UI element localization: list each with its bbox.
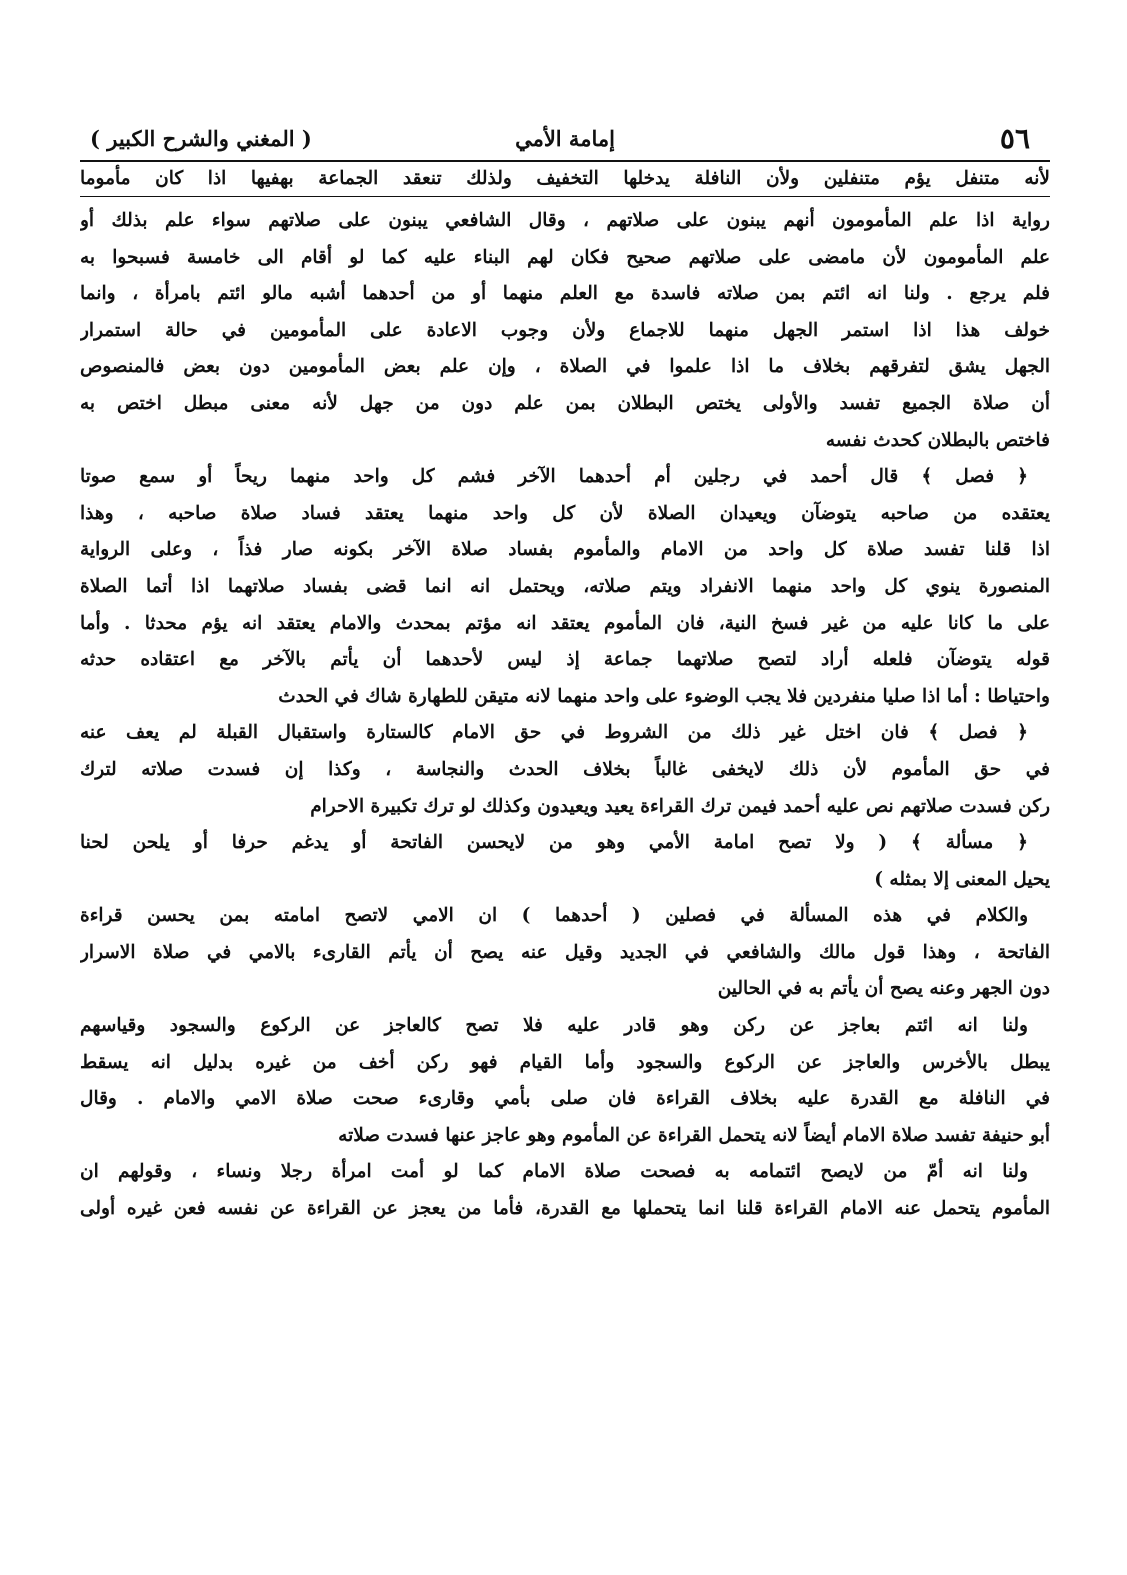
text-line: يعتقده من صاحبه يتوضآن ويعيدان الصلاة لأن كل واحد منهما يعتقد فساد صلاة صاحبه ، وهذا: [80, 502, 1050, 524]
text-line: ولنا انه أمّ من لايصح ائتمامه به فصحت صلاة الامام كما لو أمت امرأة رجلا ونساء ، وقولهم ان: [80, 1161, 1028, 1183]
text-line: فلم يرجع . ولنا انه ائتم بمن صلاته فاسدة مع العلم منهما أو من أحدهما أشبه مالو ائتم بامرأة ، وانما: [80, 283, 1050, 305]
text-line: المنصورة ينوي كل واحد منهما الانفراد ويتم صلاته، ويحتمل انه انما قضى بفساد صلاتهما اذا أتما الصلاة: [80, 575, 1050, 597]
text-line: رواية اذا علم المأمومون أنهم يبنون على صلاتهم ، وقال الشافعي يبنون على صلاتهم سواء علم بذلك أو: [80, 210, 1050, 231]
page-number: ٥٦: [999, 121, 1030, 155]
text-line: خولف هذا اذا استمر الجهل منهما للاجماع ولأن وجوب الاعادة على المأمومين في حالة استمرار: [80, 319, 1050, 341]
text-line: اذا قلنا تفسد صلاة كل واحد من الامام والمأموم بفساد صلاة الآخر بكونه صار فذاً ، وعلى الرواية: [80, 539, 1050, 561]
matn-separator-rule: [80, 196, 1050, 197]
body-text: [80, 203, 1050, 1228]
text-line: المأموم يتحمل عنه الامام القراءة قلنا انما يتحملها مع القدرة، فأما من يعجز عن القراءة عن نفسه فعن غيره أولى: [80, 1198, 1050, 1220]
text-line: ﴿ فصل ﴾ قال أحمد في رجلين أم أحدهما الآخر فشم كل واحد منهما ريحاً أو سمع صوتا: [80, 466, 1028, 488]
text-line: في النافلة مع القدرة عليه بخلاف القراءة فان صلى بأمي وقارىء صحت صلاة الامي والامام . وقال: [80, 1088, 1050, 1110]
text-line: يبطل بالأخرس والعاجز عن الركوع والسجود وأما القيام فهو ركن أخف من غيره بدليل انه يسقط: [80, 1051, 1050, 1073]
text-line: يحيل المعنى إلا بمثله ): [874, 868, 1050, 890]
text-line: على ما كانا عليه من غير فسخ النية، فان المأموم يعتقد انه مؤتم بمحدث والامام يعتقد انه يؤم محدثا . وأما: [80, 612, 1050, 634]
book-page: [80, 118, 1050, 1228]
text-line: قوله يتوضآن فلعله أراد لتصح صلاتهما جماعة إذ ليس لأحدهما أن يأتم بالآخر مع اعتقاده حدثه: [80, 649, 1050, 671]
text-line: واحتياطا : أما اذا صليا منفردين فلا يجب الوضوء على واحد منهما لانه متيقن للطهارة شاك في الحدث: [278, 685, 1050, 707]
page-header: [80, 118, 1050, 158]
text-line: أبو حنيفة تفسد صلاة الامام أيضاً لانه يتحمل القراءة عن المأموم وهو عاجز عنها فسدت صلاته: [338, 1124, 1050, 1146]
text-line: الجهل يشق لتفرقهم بخلاف ما اذا علموا في الصلاة ، وإن علم بعض المأمومين دون بعض فالمنصوص: [80, 356, 1050, 378]
text-line: ﴿ فصل ﴾ فان اختل غير ذلك من الشروط في حق الامام كالستارة واستقبال القبلة لم يعف عنه: [80, 722, 1028, 744]
running-title: إمامة الأمي: [515, 125, 615, 151]
book-title: ( المغني والشرح الكبير ): [90, 125, 312, 151]
matn-top-line: لأنه متنفل يؤم متنفلين ولأن النافلة يدخلها التخفيف ولذلك تنعقد الجماعة بهفيها اذا كان مأموما: [80, 168, 1050, 189]
text-line: ركن فسدت صلاتهم نص عليه أحمد فيمن ترك القراءة يعيد ويعيدون وكذلك لو ترك تكبيرة الاحرام: [310, 795, 1050, 817]
text-line: ولنا انه ائتم بعاجز عن ركن وهو قادر عليه فلا تصح كالعاجز عن الركوع والسجود وقياسهم: [80, 1015, 1028, 1037]
text-line: والكلام في هذه المسألة في فصلين ( أحدهما ) ان الامي لاتصح امامته بمن يحسن قراءة: [80, 905, 1028, 927]
text-line: علم المأمومون لأن مامضى على صلاتهم صحيح فكان لهم البناء عليه كما لو أقام الى خامسة فسبحوا به: [80, 246, 1050, 268]
text-line: في حق المأموم لأن ذلك لايخفى غالباً بخلاف الحدث والنجاسة ، وكذا إن فسدت صلاته لترك: [80, 758, 1050, 780]
text-line: فاختص بالبطلان كحدث نفسه: [825, 429, 1050, 451]
text-line: دون الجهر وعنه يصح أن يأتم به في الحالين: [717, 978, 1050, 1000]
text-line: ﴿ مسألة ﴾ ( ولا تصح امامة الأمي وهو من لايحسن الفاتحة أو يدغم حرفا أو يلحن لحنا: [80, 832, 1028, 854]
text-line: أن صلاة الجميع تفسد والأولى يختص البطلان بمن علم دون من جهل لأنه معنى مبطل اختص به: [80, 392, 1050, 414]
text-line: الفاتحة ، وهذا قول مالك والشافعي في الجديد وقيل عنه يصح أن يأتم القارىء بالامي في صلاة الاسرار: [80, 941, 1050, 963]
